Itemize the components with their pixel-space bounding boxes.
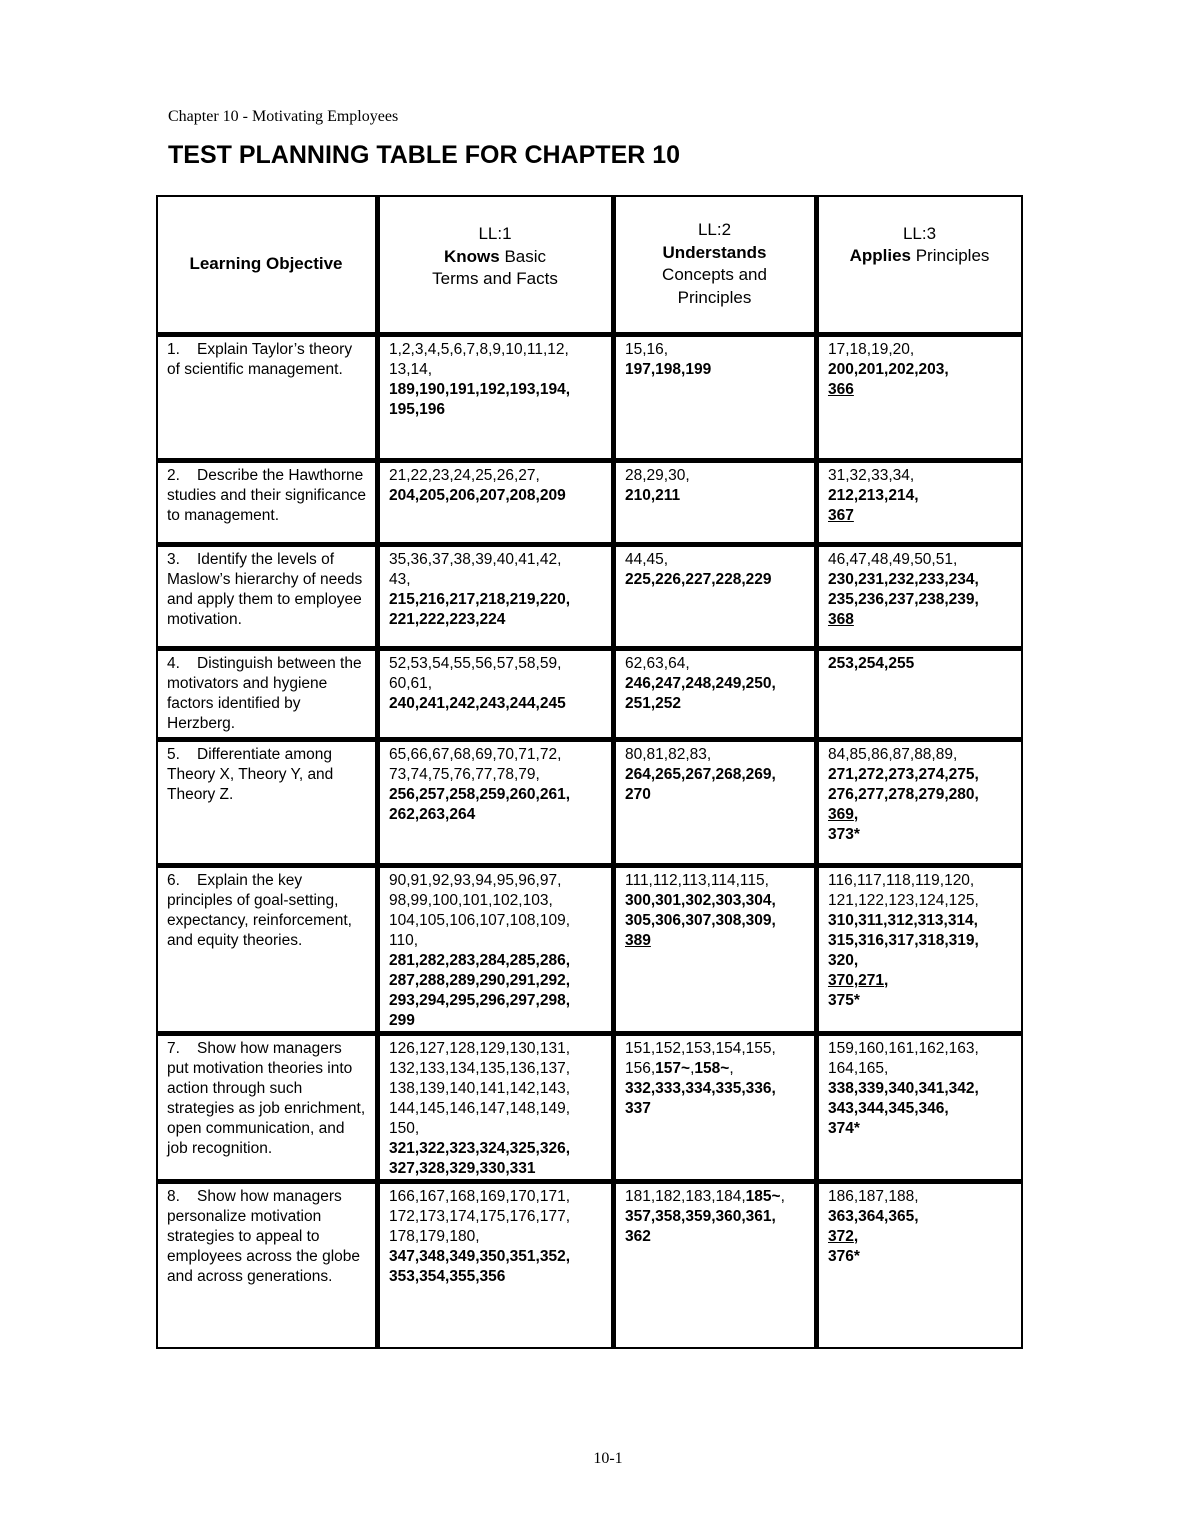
question-numbers: 369	[828, 806, 854, 823]
ll1-questions-cell	[379, 336, 615, 462]
table-row	[157, 867, 1022, 1035]
objective-text: Show how managers put motivation theories into action through such strategies as job enrichment, open communication, and job recognition.	[167, 1040, 366, 1157]
objective-text: Identify the levels of Maslow’s hierarchy of needs and apply them to employee motivation.	[167, 551, 363, 628]
question-numbers: 373*	[828, 826, 860, 843]
objective-text: Describe the Hawthorne studies and their significance to management.	[167, 467, 367, 524]
question-numbers: 157~	[655, 1060, 691, 1077]
objective-cell	[157, 462, 379, 546]
question-numbers: 62,63,64,	[625, 655, 690, 672]
ll3-questions-cell	[818, 1183, 1022, 1348]
table-row	[157, 650, 1022, 741]
question-numbers: 197,198,199	[625, 361, 712, 378]
objective-number: 6.	[167, 872, 180, 889]
objective-number: 2.	[167, 467, 180, 484]
question-numbers: 17,18,19,20,	[828, 341, 915, 358]
ll3-bold: Applies	[849, 246, 911, 265]
question-numbers: 347,348,349,350,351,352, 353,354,355,356	[389, 1248, 571, 1285]
question-numbers: ,	[853, 806, 859, 823]
ll2-questions-cell	[615, 650, 818, 741]
ll2-line3: Principles	[677, 287, 752, 307]
question-numbers: 215,216,217,218,219,220, 221,222,223,224	[389, 591, 571, 628]
chapter-header: Chapter 10 - Motivating Employees	[168, 108, 399, 125]
objective-cell	[157, 336, 379, 462]
question-numbers: 31,32,33,34,	[828, 467, 915, 484]
ll1-questions-cell	[379, 867, 615, 1035]
objective-number: 3.	[167, 551, 180, 568]
question-numbers: 281,282,283,284,285,286, 287,288,289,290,291,292, 293,294,295,296,297,298, 299	[389, 952, 571, 1029]
question-numbers: 200,201,202,203,	[828, 361, 949, 378]
ll2-line2: Concepts and	[662, 265, 767, 284]
ll1-bold: Knows	[443, 246, 500, 266]
question-numbers: 246,247,248,249,250, 251,252	[625, 675, 776, 712]
ll3-rest: Principles	[910, 246, 990, 265]
question-numbers: ,	[690, 1060, 695, 1077]
page-title: TEST PLANNING TABLE FOR CHAPTER 10	[168, 141, 681, 169]
question-numbers: 210,211	[625, 487, 681, 504]
objective-text: Explain the key principles of goal-setting, expectancy, reinforcement, and equity theories.	[167, 872, 352, 949]
question-numbers: 65,66,67,68,69,70,71,72, 73,74,75,76,77,78,79,	[389, 746, 562, 783]
question-numbers: 366	[828, 381, 854, 398]
objective-text: Show how managers personalize motivation strategies to appeal to employees across the globe and across generations.	[167, 1188, 361, 1285]
question-numbers: 376*	[828, 1248, 860, 1265]
objective-number: 5.	[167, 746, 180, 763]
question-numbers: 204,205,206,207,208,209	[389, 487, 566, 504]
table-row	[157, 1035, 1022, 1183]
question-numbers: 84,85,86,87,88,89,	[828, 746, 958, 763]
ll1-questions-cell	[379, 741, 615, 867]
question-numbers: 1,2,3,4,5,6,7,8,9,10,11,12, 13,14,	[389, 341, 569, 378]
ll1-questions-cell	[379, 1183, 615, 1348]
table-row	[157, 1183, 1022, 1348]
ll2-questions-cell	[615, 741, 818, 867]
objective-cell	[157, 1183, 379, 1348]
question-numbers: 189,190,191,192,193,194, 195,196	[389, 381, 571, 418]
question-numbers: 186,187,188,	[828, 1188, 919, 1205]
question-numbers: ,	[853, 1228, 859, 1245]
question-numbers: 338,339,340,341,342, 343,344,345,346,	[828, 1080, 979, 1117]
question-numbers: 159,160,161,162,163, 164,165,	[828, 1040, 979, 1077]
objective-number: 1.	[167, 341, 180, 358]
question-numbers: 271,272,273,274,275, 276,277,278,279,280,	[828, 766, 979, 803]
objective-number: 8.	[167, 1188, 180, 1205]
question-numbers: 256,257,258,259,260,261, 262,263,264	[389, 786, 571, 823]
question-numbers: 80,81,82,83,	[625, 746, 712, 763]
question-numbers: 185~	[745, 1188, 781, 1205]
table-header-row	[157, 196, 1022, 336]
ll3-level: LL:3	[902, 223, 937, 243]
ll1-rest: Basic	[499, 246, 547, 266]
column-header-ll3	[818, 196, 1022, 336]
ll1-questions-cell	[379, 650, 615, 741]
ll3-questions-cell	[818, 336, 1022, 462]
question-numbers: 28,29,30,	[625, 467, 690, 484]
ll1-level: LL:1	[478, 224, 512, 244]
question-numbers: 181,182,183,184,	[625, 1188, 746, 1205]
objective-number: 4.	[167, 655, 180, 672]
ll2-level: LL:2	[697, 220, 732, 239]
ll1-line2: Terms and Facts	[432, 269, 558, 289]
objective-cell	[157, 1035, 379, 1183]
ll2-questions-cell	[615, 546, 818, 650]
ll3-questions-cell	[818, 462, 1022, 546]
ll2-questions-cell	[615, 1183, 818, 1348]
question-numbers: 367	[828, 507, 854, 524]
ll1-questions-cell	[379, 462, 615, 546]
ll2-questions-cell	[615, 1035, 818, 1183]
question-numbers: 126,127,128,129,130,131, 132,133,134,135,136,137, 138,139,140,141,142,143, 144,145,146,147,148,149, 150,	[389, 1040, 571, 1137]
column-header-ll2	[615, 196, 818, 336]
test-planning-table	[156, 195, 1023, 1349]
question-numbers: 368	[828, 611, 854, 628]
ll3-questions-cell	[818, 741, 1022, 867]
question-numbers: 264,265,267,268,269, 270	[625, 766, 776, 803]
page-number: 10-1	[593, 1450, 623, 1467]
question-numbers: 166,167,168,169,170,171, 172,173,174,175,176,177, 178,179,180,	[389, 1188, 571, 1245]
table-row	[157, 546, 1022, 650]
question-numbers: 52,53,54,55,56,57,58,59, 60,61,	[389, 655, 562, 692]
question-numbers: 363,364,365,	[828, 1208, 919, 1225]
question-numbers: 374*	[828, 1120, 860, 1137]
ll3-questions-cell	[818, 546, 1022, 650]
question-numbers: ,	[729, 1060, 734, 1077]
ll2-bold: Understands	[662, 242, 767, 262]
ll3-questions-cell	[818, 650, 1022, 741]
question-numbers: 111,112,113,114,115,	[625, 872, 769, 889]
question-numbers: 90,91,92,93,94,95,96,97, 98,99,100,101,102,103, 104,105,106,107,108,109, 110,	[389, 872, 571, 949]
objective-cell	[157, 741, 379, 867]
column-header-objective-label: Learning Objective	[189, 253, 343, 273]
question-numbers: 300,301,302,303,304, 305,306,307,308,309,	[625, 892, 776, 929]
question-numbers: 389	[625, 932, 651, 949]
question-numbers: 225,226,227,228,229	[625, 571, 772, 588]
question-numbers: 158~	[694, 1060, 730, 1077]
question-numbers: 370,271,	[828, 972, 889, 989]
table-row	[157, 336, 1022, 462]
question-numbers: 357,358,359,360,361, 362	[625, 1208, 776, 1245]
question-numbers: 230,231,232,233,234, 235,236,237,238,239,	[828, 571, 979, 608]
objective-text: Explain Taylor’s theory of scientific management.	[167, 341, 353, 378]
table-row	[157, 741, 1022, 867]
question-numbers: 46,47,48,49,50,51,	[828, 551, 958, 568]
question-numbers: 332,333,334,335,336, 337	[625, 1080, 776, 1117]
question-numbers: 44,45,	[625, 551, 669, 568]
question-numbers: 240,241,242,243,244,245	[389, 695, 566, 712]
objective-number: 7.	[167, 1040, 180, 1057]
objective-text: Differentiate among Theory X, Theory Y, and Theory Z.	[167, 746, 334, 803]
ll3-title	[826, 245, 1013, 268]
ll1-questions-cell	[379, 1035, 615, 1183]
objective-cell	[157, 546, 379, 650]
ll1-questions-cell	[379, 546, 615, 650]
question-numbers: 21,22,23,24,25,26,27,	[389, 467, 540, 484]
ll3-questions-cell	[818, 867, 1022, 1035]
question-numbers: 35,36,37,38,39,40,41,42, 43,	[389, 551, 562, 588]
question-numbers: 151,152,153,154,155, 156,	[625, 1040, 776, 1077]
ll3-questions-cell	[818, 1035, 1022, 1183]
objective-cell	[157, 650, 379, 741]
question-numbers: 375*	[828, 992, 860, 1009]
question-numbers: ,	[780, 1188, 785, 1205]
question-numbers: 212,213,214,	[828, 487, 919, 504]
question-numbers: 15,16,	[625, 341, 669, 358]
ll1-title	[387, 246, 603, 269]
column-header-ll1	[379, 196, 615, 336]
question-numbers: 310,311,312,313,314, 315,316,317,318,319, 320,	[828, 912, 979, 969]
question-numbers: 116,117,118,119,120, 121,122,123,124,125,	[828, 872, 979, 909]
question-numbers: 321,322,323,324,325,326, 327,328,329,330,331	[389, 1140, 571, 1177]
column-header-objective	[157, 196, 379, 336]
objective-text: Distinguish between the motivators and hygiene factors identified by Herzberg.	[167, 655, 362, 732]
ll2-questions-cell	[615, 867, 818, 1035]
table-row	[157, 462, 1022, 546]
question-numbers: 253,254,255	[828, 655, 915, 672]
ll2-questions-cell	[615, 462, 818, 546]
question-numbers: 372	[828, 1228, 854, 1245]
objective-cell	[157, 867, 379, 1035]
ll2-questions-cell	[615, 336, 818, 462]
